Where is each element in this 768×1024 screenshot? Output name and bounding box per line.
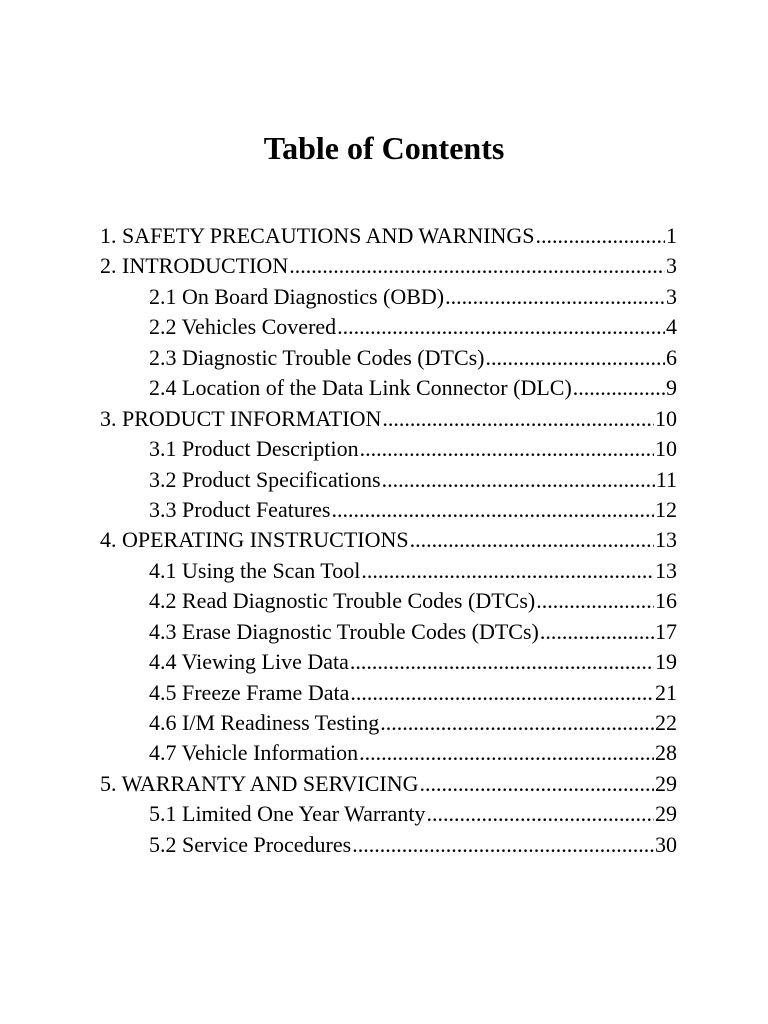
toc-entry-label: 4.2 Read Diagnostic Trouble Codes (DTCs) bbox=[149, 588, 536, 614]
toc-entry bbox=[100, 251, 677, 281]
toc-page-number: 4 bbox=[666, 314, 677, 340]
dot-leader bbox=[350, 678, 654, 708]
table-of-contents bbox=[100, 221, 677, 860]
toc-entry bbox=[100, 495, 677, 525]
toc-page-number: 29 bbox=[655, 770, 677, 796]
toc-page-number: 11 bbox=[655, 466, 677, 492]
toc-page-number: 3 bbox=[666, 283, 677, 309]
dot-leader bbox=[382, 404, 654, 434]
toc-page-number: 13 bbox=[655, 557, 677, 583]
toc-page-number: 30 bbox=[655, 831, 677, 857]
toc-entry bbox=[100, 586, 677, 616]
dot-leader bbox=[350, 647, 654, 677]
dot-leader bbox=[426, 799, 654, 829]
toc-page-number: 17 bbox=[655, 618, 677, 644]
toc-page-number: 1 bbox=[666, 223, 677, 248]
toc-page-number: 3 bbox=[666, 253, 677, 279]
toc-entry bbox=[100, 282, 677, 312]
toc-page-number: 9 bbox=[666, 375, 677, 401]
dot-leader bbox=[419, 769, 654, 799]
dot-leader bbox=[360, 434, 654, 464]
toc-entry-label: 4. OPERATING INSTRUCTIONS bbox=[100, 527, 409, 553]
dot-leader bbox=[445, 282, 665, 312]
dot-leader bbox=[573, 373, 665, 403]
toc-page-number: 13 bbox=[655, 527, 677, 553]
toc-page-number: 19 bbox=[655, 649, 677, 675]
toc-entry-label: 2.1 On Board Diagnostics (OBD) bbox=[149, 283, 445, 309]
toc-entry-label: 2.2 Vehicles Covered bbox=[149, 314, 337, 340]
toc-entry-label: 4.3 Erase Diagnostic Trouble Codes (DTCs) bbox=[149, 618, 539, 644]
dot-leader bbox=[540, 617, 654, 647]
toc-entry-label: 4.4 Viewing Live Data bbox=[149, 649, 349, 675]
toc-page-number: 6 bbox=[666, 344, 677, 370]
toc-entry bbox=[100, 525, 677, 555]
toc-entry-label: 5.2 Service Procedures bbox=[149, 831, 352, 857]
toc-entry bbox=[100, 738, 677, 768]
dot-leader bbox=[337, 312, 665, 342]
toc-page-number: 22 bbox=[655, 710, 677, 735]
dot-leader bbox=[331, 495, 654, 525]
toc-entry-label: 3.3 Product Features bbox=[149, 496, 331, 522]
toc-entry-label: 5.1 Limited One Year Warranty bbox=[149, 801, 426, 827]
toc-page-number: 29 bbox=[655, 801, 677, 827]
dot-leader bbox=[486, 343, 666, 373]
toc-entry-label: 4.7 Vehicle Information bbox=[149, 740, 359, 766]
dot-leader bbox=[352, 830, 654, 860]
toc-page-number: 10 bbox=[655, 436, 677, 462]
toc-entry bbox=[100, 830, 677, 860]
toc-page-number: 12 bbox=[655, 496, 677, 522]
toc-entry bbox=[100, 343, 677, 373]
dot-leader bbox=[380, 708, 654, 738]
toc-entry-label: 4.1 Using the Scan Tool bbox=[149, 557, 361, 583]
toc-entry-label: 4.6 I/M Readiness Testing bbox=[149, 710, 380, 735]
toc-page-number: 16 bbox=[655, 588, 677, 614]
toc-entry-label: 2. INTRODUCTION bbox=[100, 253, 289, 279]
dot-leader bbox=[382, 465, 655, 495]
toc-entry-label: 5. WARRANTY AND SERVICING bbox=[100, 770, 419, 796]
toc-page-number: 10 bbox=[655, 405, 677, 431]
dot-leader bbox=[361, 556, 654, 586]
toc-entry-label: 3.2 Product Specifications bbox=[149, 466, 381, 492]
toc-entry bbox=[100, 373, 677, 403]
toc-entry bbox=[100, 434, 677, 464]
toc-entry bbox=[100, 678, 677, 708]
toc-entry-label: 2.4 Location of the Data Link Connector (DLC) bbox=[149, 375, 572, 401]
toc-entry bbox=[100, 465, 677, 495]
toc-entry bbox=[100, 556, 677, 586]
dot-leader bbox=[536, 586, 654, 616]
toc-entry bbox=[100, 769, 677, 799]
dot-leader bbox=[359, 738, 654, 768]
toc-entry bbox=[100, 221, 677, 251]
toc-entry-label: 2.3 Diagnostic Trouble Codes (DTCs) bbox=[149, 344, 485, 370]
toc-page-number: 21 bbox=[655, 679, 677, 705]
toc-entry bbox=[100, 312, 677, 342]
dot-leader bbox=[536, 221, 665, 251]
toc-entry-label: 3. PRODUCT INFORMATION bbox=[100, 405, 382, 431]
toc-entry bbox=[100, 799, 677, 829]
toc-entry bbox=[100, 708, 677, 738]
toc-page-number: 28 bbox=[655, 740, 677, 766]
dot-leader bbox=[410, 525, 654, 555]
toc-entry bbox=[100, 404, 677, 434]
dot-leader bbox=[289, 251, 665, 281]
toc-entry bbox=[100, 617, 677, 647]
toc-entry-label: 4.5 Freeze Frame Data bbox=[149, 679, 350, 705]
page-title: Table of Contents bbox=[263, 130, 505, 166]
toc-entry bbox=[100, 647, 677, 677]
toc-entry-label: 3.1 Product Description bbox=[149, 436, 359, 462]
toc-entry-label: 1. SAFETY PRECAUTIONS AND WARNINGS bbox=[100, 223, 535, 248]
